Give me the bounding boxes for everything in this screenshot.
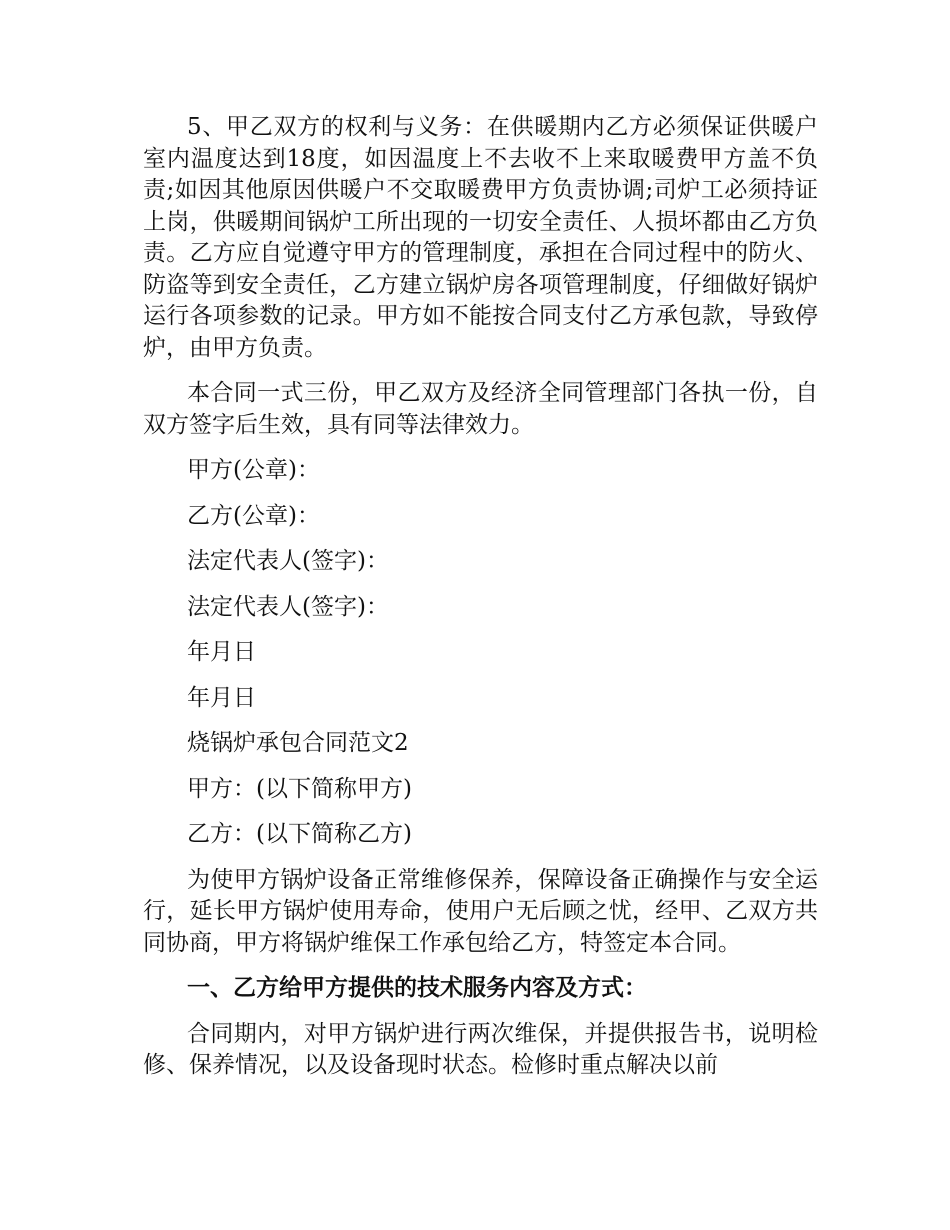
- party-a-seal-line: 甲方(公章)：: [187, 457, 320, 483]
- copies-paragraph: 本合同一式三份，甲乙双方及经济全同管理部门各执一份，自双方签字后生效，具有同等法律效力。: [143, 380, 818, 438]
- party-b-seal-line: 乙方(公章)：: [187, 502, 320, 529]
- party-a-date-line: 年月日: [187, 639, 256, 665]
- party-b-definition: 乙方：(以下简称乙方): [187, 821, 412, 847]
- contract-title-2: 烧锅炉承包合同范文2: [187, 730, 409, 756]
- rights-obligations-paragraph: 5、甲乙双方的权利与义务：在供暖期内乙方必须保证供暖户室内温度达到18度，如因温度上不去收不上来取暖费甲方盖不负责;如因其他原因供暖户不交取暖费甲方负责协调;司炉工必须持证上岗，供暖期间锅炉工所出现的一切安全责任、人损坏都由乙方负责。乙方应自觉遵守甲方的管理制度，承担在合同过程中的防火、防盗等到安全责任，乙方建立锅炉房各项管理制度，仔细做好锅炉运行各项参数的记录。甲方如不能按合同支付乙方承包款，导致停炉，由甲方负责。: [143, 114, 818, 361]
- section-heading-1: 一、乙方给甲方提供的技术服务内容及方式：: [187, 975, 647, 1001]
- party-b-representative-line: 法定代表人(签字)：: [187, 593, 389, 620]
- party-a-representative-line: 法定代表人(签字)：: [187, 548, 389, 574]
- maintenance-paragraph: 合同期内，对甲方锅炉进行两次维保，并提供报告书，说明检修、保养情况，以及设备现时状态。检修时重点解决以前: [143, 1020, 818, 1078]
- purpose-paragraph: 为使甲方锅炉设备正常维修保养，保障设备正确操作与安全运行，延长甲方锅炉使用寿命，使用户无后顾之忧，经甲、乙双方共同协商，甲方将锅炉维保工作承包给乙方，特签定本合同。: [143, 866, 818, 956]
- document-page: [143, 112, 818, 1082]
- party-a-definition: 甲方：(以下简称甲方): [187, 775, 412, 802]
- party-b-date-line: 年月日: [187, 684, 256, 711]
